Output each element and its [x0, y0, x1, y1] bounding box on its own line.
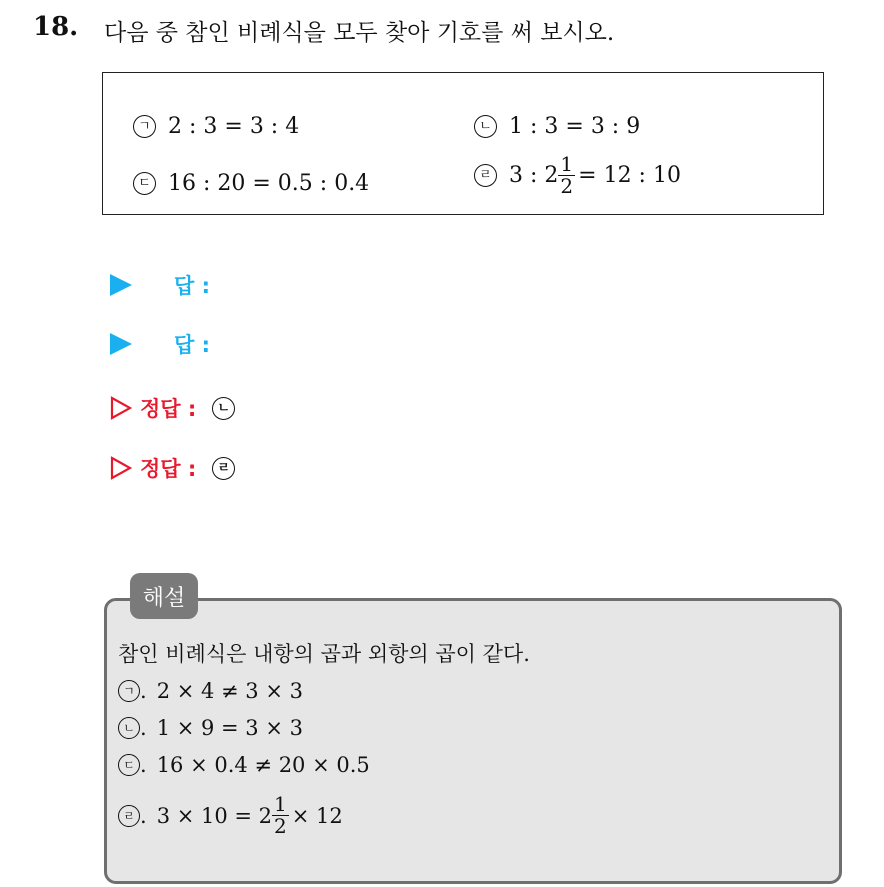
circled-marker: ㄴ: [118, 717, 140, 739]
explanation-line: ㄱ . 2 × 4 ≠ 3 × 3: [118, 679, 303, 703]
circled-marker: ㄹ: [118, 805, 140, 827]
explanation-line: ㄴ . 1 × 9 = 3 × 3: [118, 716, 303, 740]
circled-marker: ㄱ: [133, 115, 156, 138]
explanation-expression: 16 × 0.4 ≠ 20 × 0.5: [156, 753, 370, 777]
fraction-denominator: 2: [560, 174, 574, 198]
choice-expression: 2 : 3 = 3 : 4: [168, 114, 300, 139]
choice-expression-start: 3 : 2: [509, 163, 559, 188]
explanation-line: ㄹ . 3 × 10 = 2 $\frac{1}{2}$ × 12: [118, 794, 343, 837]
choice-expression-end: = 12 : 10: [578, 163, 681, 188]
play-arrow-icon: [110, 333, 132, 355]
explanation-line: ㄷ . 16 × 0.4 ≠ 20 × 0.5: [118, 753, 370, 777]
outline-arrow-icon: [110, 396, 132, 420]
explanation-expression: 1 × 9 = 3 × 3: [156, 716, 303, 740]
correct-answer-row: [110, 393, 247, 423]
explanation-tab: 해설: [130, 573, 198, 619]
choice-item: [133, 171, 369, 196]
choice-item: [474, 154, 681, 197]
fraction-denominator: 2: [274, 814, 287, 838]
choice-item: [474, 114, 640, 139]
choice-expression: 16 : 20 = 0.5 : 0.4: [168, 171, 370, 196]
answer-row: [110, 329, 210, 359]
circled-marker: ㄱ: [118, 680, 140, 702]
circled-marker: ㄹ: [474, 164, 497, 187]
answer-row: [110, 270, 210, 300]
circled-marker: ㄴ: [474, 115, 497, 138]
explanation-intro-text: 참인 비례식은 내항의 곱과 외항의 곱이 같다.: [118, 642, 530, 666]
question-number: 18.: [33, 12, 79, 42]
answer-label: 답 :: [174, 333, 210, 357]
answer-label: 답 :: [174, 274, 210, 298]
outline-arrow-icon: [110, 456, 132, 480]
explanation-expression-end: × 12: [291, 803, 343, 828]
question-text: 다음 중 참인 비례식을 모두 찾아 기호를 써 보시오.: [104, 20, 615, 46]
correct-label: 정답 :: [140, 457, 197, 481]
fraction-numerator: 1: [274, 792, 287, 816]
explanation-intro: [118, 638, 530, 668]
correct-answer-marker: ㄹ: [212, 457, 235, 480]
explanation-expression: 2 × 4 ≠ 3 × 3: [156, 679, 303, 703]
correct-label: 정답 :: [140, 397, 197, 421]
choice-expression: 1 : 3 = 3 : 9: [509, 114, 641, 139]
circled-marker: ㄷ: [133, 172, 156, 195]
fraction: [272, 794, 289, 837]
choice-item: [133, 114, 299, 139]
correct-answer-row: [110, 453, 247, 483]
correct-answer-marker: ㄴ: [212, 397, 235, 420]
fraction-numerator: 1: [560, 152, 574, 176]
explanation-expression-start: 3 × 10 = 2: [156, 803, 273, 828]
circled-marker: ㄷ: [118, 754, 140, 776]
fraction: [558, 154, 575, 197]
play-arrow-icon: [110, 274, 132, 296]
